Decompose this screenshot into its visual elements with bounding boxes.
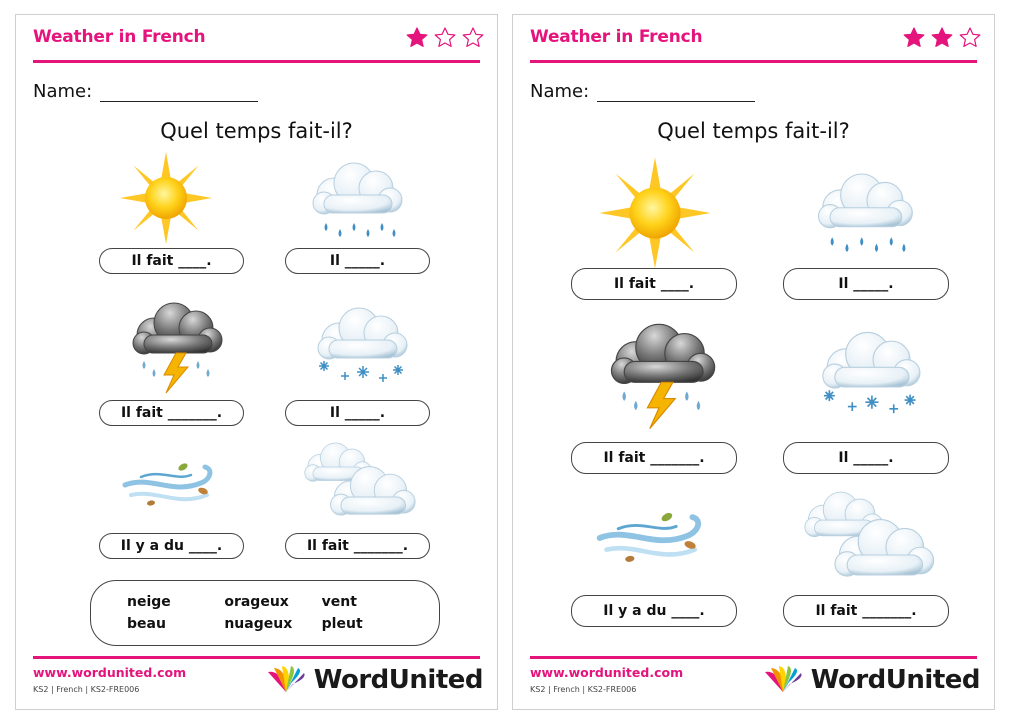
cloud-icon	[298, 437, 418, 527]
name-row	[530, 81, 755, 102]
word-bank	[90, 580, 440, 646]
wind-icon	[121, 455, 221, 515]
sun-icon	[118, 150, 214, 246]
star-filled-icon	[405, 26, 429, 50]
worksheet-title: Weather in French	[530, 27, 703, 47]
storm-cloud-icon	[601, 315, 717, 431]
name-field[interactable]	[597, 84, 755, 102]
wordunited-logo-icon	[264, 664, 308, 696]
name-label: Name:	[33, 81, 93, 102]
answer-field-sun[interactable]: Il fait ____.	[99, 248, 244, 274]
word-bank-item: vent	[321, 594, 357, 610]
question-heading: Quel temps fait-il?	[657, 119, 850, 143]
difficulty-stars	[902, 26, 982, 50]
brand	[264, 664, 483, 696]
star-outline-icon	[461, 26, 485, 50]
footer-reference: KS2 | French | KS2-FRE006	[33, 685, 140, 694]
wind-icon	[595, 503, 711, 573]
brand	[761, 664, 980, 696]
footer-divider	[530, 656, 977, 659]
word-bank-item: orageux	[224, 594, 289, 610]
sun-icon	[597, 155, 713, 271]
snow-cloud-icon	[309, 300, 419, 395]
answer-field-wind[interactable]: Il y a du ____.	[571, 595, 737, 627]
rain-cloud-icon	[304, 155, 414, 245]
worksheet-left	[15, 14, 498, 710]
star-outline-icon	[433, 26, 457, 50]
header-divider	[530, 60, 977, 63]
answer-field-sun[interactable]: Il fait ____.	[571, 268, 737, 300]
star-outline-icon	[958, 26, 982, 50]
star-filled-icon	[902, 26, 926, 50]
answer-field-snow[interactable]: Il _____.	[783, 442, 949, 474]
answer-field-cloud[interactable]: Il fait _______.	[783, 595, 949, 627]
cloud-icon	[797, 485, 937, 590]
name-label: Name:	[530, 81, 590, 102]
answer-field-cloud[interactable]: Il fait _______.	[285, 533, 430, 559]
word-bank-item: pleut	[321, 616, 363, 632]
footer-url[interactable]: www.wordunited.com	[530, 665, 684, 680]
answer-field-storm[interactable]: Il fait _______.	[571, 442, 737, 474]
answer-field-rain[interactable]: Il _____.	[285, 248, 430, 274]
answer-field-wind[interactable]: Il y a du ____.	[99, 533, 244, 559]
brand-name: WordUnited	[810, 665, 980, 695]
difficulty-stars	[405, 26, 485, 50]
word-bank-item: neige	[127, 594, 171, 610]
worksheet-right	[512, 14, 995, 710]
snow-cloud-icon	[813, 323, 933, 428]
answer-field-snow[interactable]: Il _____.	[285, 400, 430, 426]
wordunited-logo-icon	[761, 664, 805, 696]
brand-name: WordUnited	[313, 665, 483, 695]
word-bank-item: nuageux	[224, 616, 293, 632]
star-filled-icon	[930, 26, 954, 50]
name-row	[33, 81, 258, 102]
footer-url[interactable]: www.wordunited.com	[33, 665, 187, 680]
worksheet-title: Weather in French	[33, 27, 206, 47]
header-divider	[33, 60, 480, 63]
word-bank-item: beau	[127, 616, 166, 632]
name-field[interactable]	[100, 84, 258, 102]
question-heading: Quel temps fait-il?	[160, 119, 353, 143]
footer-reference: KS2 | French | KS2-FRE006	[530, 685, 637, 694]
answer-field-storm[interactable]: Il fait _______.	[99, 400, 244, 426]
answer-field-rain[interactable]: Il _____.	[783, 268, 949, 300]
storm-cloud-icon	[124, 295, 224, 395]
rain-cloud-icon	[809, 163, 925, 263]
footer-divider	[33, 656, 480, 659]
